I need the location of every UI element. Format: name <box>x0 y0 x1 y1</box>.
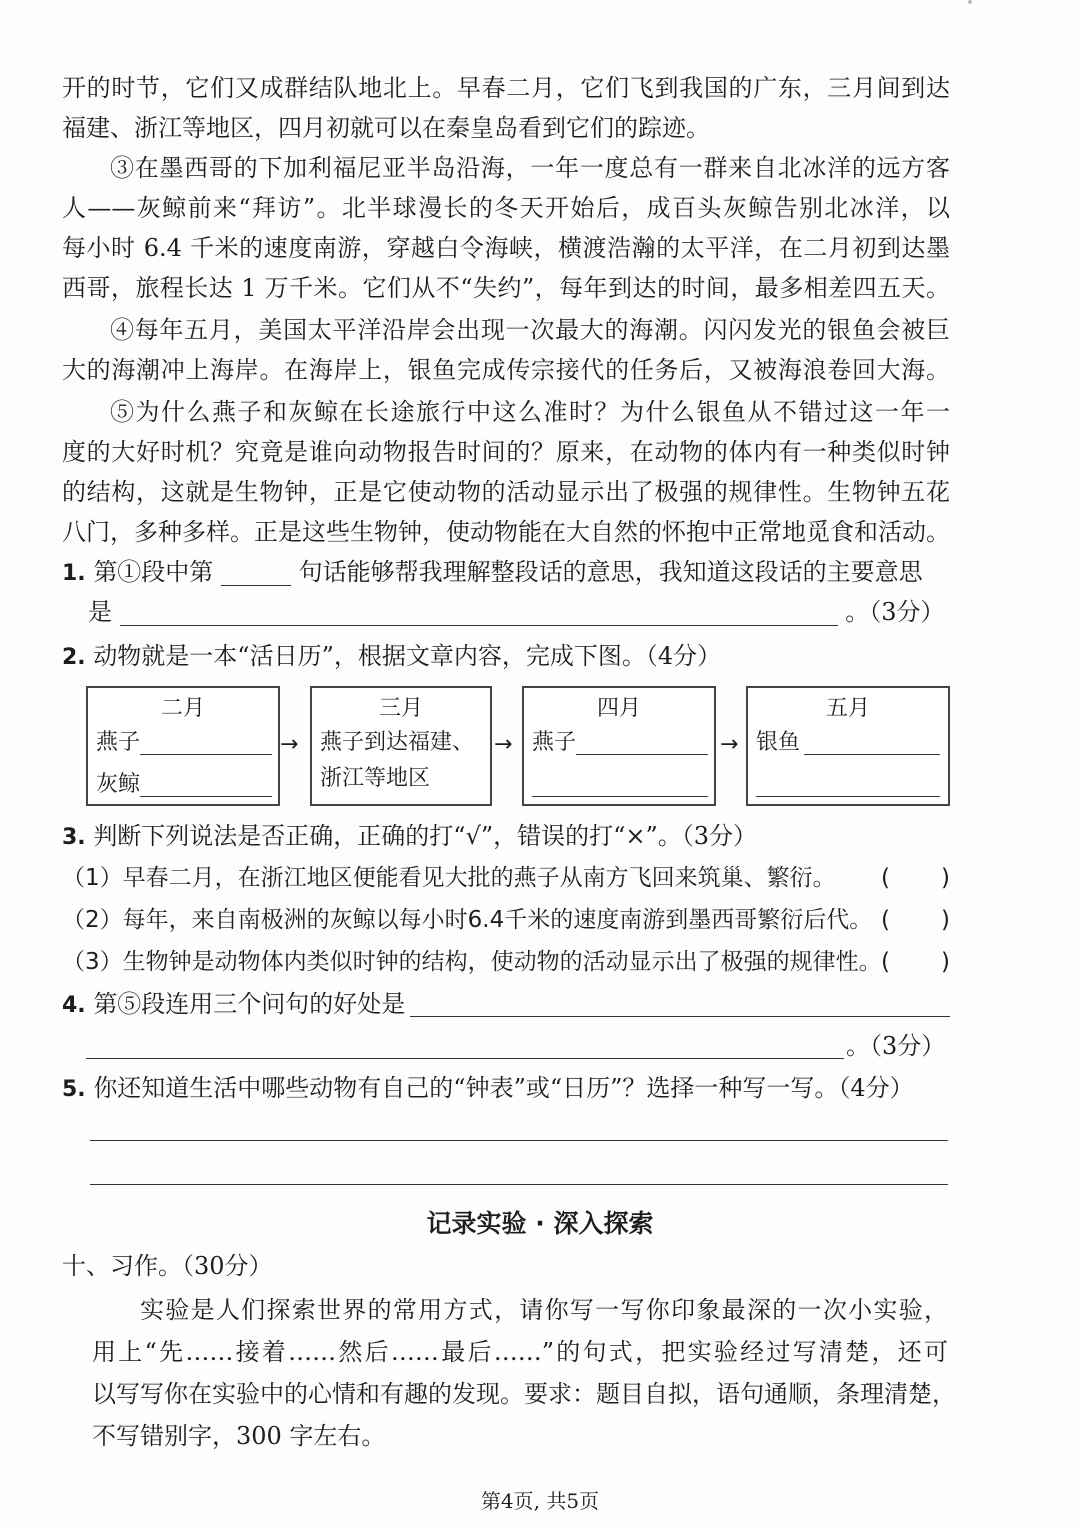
passage-line: 西哥，旅程长达 1 万千米。它们从不“失约”，每年到达的时间，最多相差四五天。 <box>62 274 950 302</box>
answer-line[interactable] <box>86 1058 844 1059</box>
answer-line[interactable] <box>90 1184 948 1185</box>
question-number: 4. <box>62 993 86 1018</box>
paren-open: ( <box>881 907 890 933</box>
essay-line: 用上“先……接着……然后……最后……”的句式，把实验经过写清楚，还可 <box>92 1338 948 1366</box>
month-title: 三月 <box>378 696 423 721</box>
essay-line: 不写错别字，300 字左右。 <box>92 1422 386 1450</box>
question-score: 。（3分） <box>845 598 945 626</box>
arrow-icon: → <box>280 732 299 757</box>
answer-blank[interactable] <box>120 597 838 626</box>
question-1-cont <box>88 592 945 632</box>
paren-open: ( <box>881 865 890 891</box>
month-title: 四月 <box>596 696 641 721</box>
box-row-label: 燕子到达福建、 <box>320 730 475 755</box>
answer-blank[interactable] <box>140 754 272 755</box>
answer-line[interactable] <box>90 1140 948 1141</box>
question-2 <box>62 636 721 676</box>
answer-blank[interactable] <box>140 796 272 797</box>
month-title: 五月 <box>825 696 870 721</box>
question-number: 2. <box>62 645 86 670</box>
judge-item <box>62 858 950 898</box>
question-text: 句话能够帮我理解整段话的意思，我知道这段话的主要意思 <box>298 558 923 586</box>
question-4 <box>62 984 405 1024</box>
essay-line: 实验是人们探索世界的常用方式，请你写一写你印象最深的一次小实验， <box>140 1296 948 1324</box>
box-row-label: 灰鲸 <box>96 772 141 797</box>
judge-text: （1）早春二月，在浙江地区便能看见大批的燕子从南方飞回来筑巢、繁衍。 <box>62 865 836 891</box>
judge-item <box>62 942 950 982</box>
box-row-label: 浙江等地区 <box>320 766 431 791</box>
answer-blank[interactable] <box>532 796 708 797</box>
judge-text: （3）生物钟是动物体内类似时钟的结构，使动物的活动显示出了极强的规律性。 <box>62 949 882 975</box>
question-text: 判断下列说法是否正确，正确的打“√”，错误的打“×”。（3分） <box>93 822 758 850</box>
box-row-label: 燕子 <box>96 730 141 755</box>
answer-paren[interactable]: ) <box>941 949 950 975</box>
question-score: 。（3分） <box>846 1032 946 1060</box>
month-title: 二月 <box>160 696 205 721</box>
section-title: 记录实验 · 深入探索 <box>426 1209 654 1238</box>
question-3 <box>62 816 757 856</box>
passage-line: 开的时节，它们又成群结队地北上。早春二月，它们飞到我国的广东，三月间到达 <box>62 74 950 102</box>
judge-text: （2）每年，来自南极洲的灰鲸以每小时6.4千米的速度南游到墨西哥繁衍后代。 <box>62 907 873 933</box>
month-box-apr <box>522 686 716 806</box>
essay-line: 以写写你在实验中的心情和有趣的发现。要求：题目自拟，语句通顺，条理清楚， <box>92 1380 956 1408</box>
paren-open: ( <box>881 949 890 975</box>
passage-line: 八门，多种多样。正是这些生物钟，使动物能在大自然的怀抱中正常地觅食和活动。 <box>62 518 950 546</box>
month-box-may <box>746 686 950 806</box>
answer-line[interactable] <box>410 1016 950 1017</box>
question-5 <box>62 1068 914 1108</box>
question-text: 第①段中第 <box>93 558 214 586</box>
question-text: 是 <box>88 598 112 626</box>
answer-paren[interactable]: ) <box>941 865 950 891</box>
question-number: 1. <box>62 561 86 586</box>
essay-heading: 十、习作。（30分） <box>62 1252 273 1280</box>
passage-line: 大的海潮冲上海岸。在海岸上，银鱼完成传宗接代的任务后，又被海浪卷回大海。 <box>62 356 950 384</box>
passage-line: 人——灰鲸前来“拜访”。北半球漫长的冬天开始后，成百头灰鲸告别北冰洋，以 <box>62 194 950 222</box>
passage-line: 的结构，这就是生物钟，正是它使动物的活动显示出了极强的规律性。生物钟五花 <box>62 478 950 506</box>
passage-line: 每小时 6.4 千米的速度南游，穿越白令海峡，横渡浩瀚的太平洋，在二月初到达墨 <box>62 234 950 262</box>
question-1 <box>62 552 923 592</box>
answer-blank[interactable] <box>756 796 940 797</box>
passage-line: ④每年五月，美国太平洋沿岸会出现一次最大的海潮。闪闪发光的银鱼会被巨 <box>110 316 950 344</box>
passage-line: 福建、浙江等地区，四月初就可以在秦皇岛看到它们的踪迹。 <box>62 114 710 142</box>
answer-blank[interactable] <box>221 557 291 586</box>
month-box-feb <box>86 686 280 806</box>
passage-line: ⑤为什么燕子和灰鲸在长途旅行中这么准时？为什么银鱼从不错过这一年一 <box>110 398 950 426</box>
answer-blank[interactable] <box>576 754 708 755</box>
question-number: 3. <box>62 825 86 850</box>
arrow-icon: → <box>494 732 513 757</box>
arrow-icon: → <box>720 732 739 757</box>
question-text: 动物就是一本“活日历”，根据文章内容，完成下图。（4分） <box>93 642 722 670</box>
answer-blank[interactable] <box>804 754 940 755</box>
box-row-label: 银鱼 <box>756 730 801 755</box>
scan-speck <box>968 0 972 4</box>
month-box-mar <box>310 686 492 806</box>
passage-line: ③在墨西哥的下加利福尼亚半岛沿海，一年一度总有一群来自北冰洋的远方客 <box>110 154 950 182</box>
question-text: 第⑤段连用三个问句的好处是 <box>93 990 406 1018</box>
answer-paren[interactable]: ) <box>941 907 950 933</box>
question-text: 你还知道生活中哪些动物有自己的“钟表”或“日历”？选择一种写一写。（4分） <box>93 1074 914 1102</box>
box-row-label: 燕子 <box>532 730 577 755</box>
judge-item <box>62 900 950 940</box>
page-footer: 第4页, 共5页 <box>480 1489 600 1513</box>
question-number: 5. <box>62 1077 86 1102</box>
passage-line: 度的大好时机？究竟是谁向动物报告时间的？原来，在动物的体内有一种类似时钟 <box>62 438 950 466</box>
